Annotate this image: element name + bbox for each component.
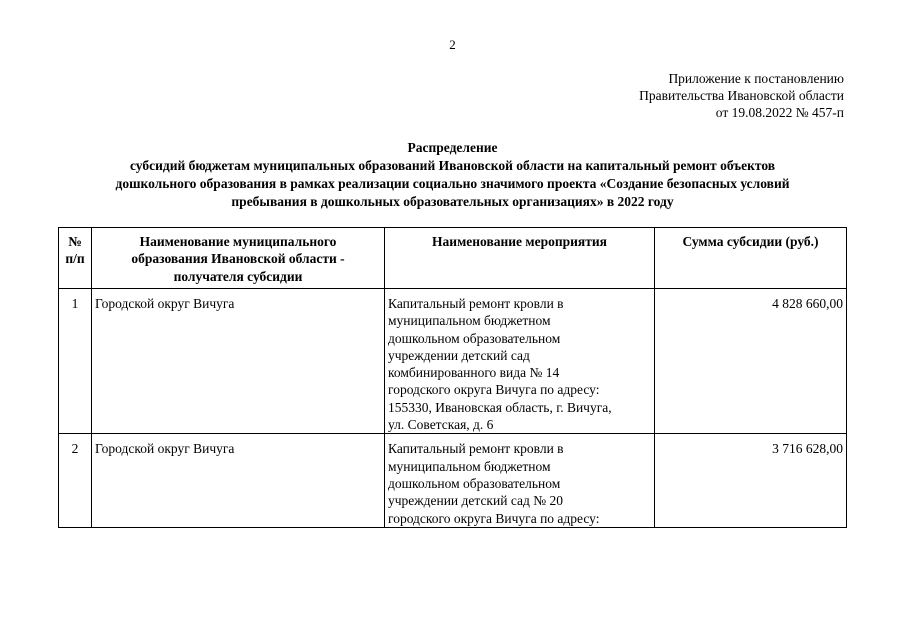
header-text: №	[68, 234, 82, 249]
row-num: 1	[59, 289, 92, 434]
header-text: образования Ивановской области -	[131, 251, 345, 267]
event-line: дошкольном образовательном	[388, 475, 561, 491]
event-line: муниципальном бюджетном	[388, 458, 551, 474]
row-recipient: Городской округ Вичуга	[92, 434, 385, 528]
event-line: ул. Советская, д. 6	[388, 417, 494, 433]
header-text: Наименование мероприятия	[432, 234, 607, 249]
row-sum: 4 828 660,00	[655, 289, 847, 434]
appendix-block	[639, 70, 844, 121]
header-num	[59, 228, 92, 289]
event-line: дошкольном образовательном	[388, 330, 561, 346]
header-event	[385, 228, 655, 289]
subsidy-table	[58, 227, 847, 528]
table-header-row	[59, 228, 847, 289]
event-line: городского округа Вичуга по адресу:	[388, 382, 600, 398]
table-row	[59, 289, 847, 434]
event-line: Капитальный ремонт кровли в	[388, 296, 564, 311]
appendix-line: Приложение к постановлению	[668, 71, 844, 86]
page-number: 2	[449, 37, 456, 52]
title-line: пребывания в дошкольных образовательных организациях» в 2022 году	[231, 194, 674, 209]
event-line: 155330, Ивановская область, г. Вичуга,	[388, 399, 612, 415]
header-recipient	[92, 228, 385, 289]
event-line: Капитальный ремонт кровли в	[388, 441, 564, 457]
header-text: Сумма субсидии (руб.)	[682, 234, 819, 249]
header-text: п/п	[65, 251, 85, 267]
header-text: Наименование муниципального	[139, 234, 337, 249]
row-sum: 3 716 628,00	[655, 434, 847, 528]
row-num: 2	[59, 434, 92, 528]
event-line: комбинированного вида № 14	[388, 365, 560, 381]
event-line: учреждении детский сад	[388, 347, 530, 363]
event-line: учреждении детский сад № 20	[388, 493, 563, 509]
event-line: городского округа Вичуга по адресу:	[388, 510, 600, 526]
header-sum	[655, 228, 847, 289]
row-event	[385, 289, 655, 434]
event-line: муниципальном бюджетном	[388, 313, 551, 329]
appendix-line: от 19.08.2022 № 457-п	[715, 105, 844, 120]
title-line: субсидий бюджетам муниципальных образований Ивановской области на капитальный ремонт объектов	[129, 158, 776, 173]
row-recipient: Городской округ Вичуга	[92, 289, 385, 434]
table-row	[59, 434, 847, 528]
title-line: дошкольного образования в рамках реализации социально значимого проекта «Создание безопасных условий	[115, 176, 790, 191]
row-event	[385, 434, 655, 528]
appendix-line: Правительства Ивановской области	[639, 88, 844, 103]
header-text: получателя субсидии	[173, 268, 303, 284]
document-title	[0, 139, 905, 211]
title-heading: Распределение	[407, 140, 498, 155]
